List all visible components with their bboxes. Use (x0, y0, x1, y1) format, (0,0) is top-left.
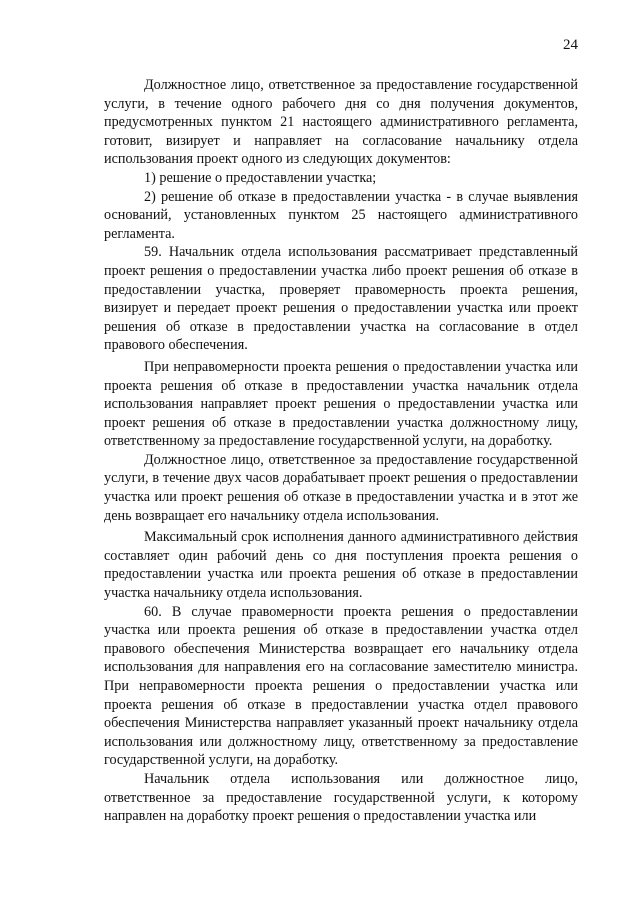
paragraph-max-term: Максимальный срок исполнения данного административного действия составляет один рабочий день со дня поступления проекта решения о предоставлении участка или проекта решения об отказе в предоставлении участка начальнику отдела использования. (104, 529, 578, 602)
page-number: 24 (563, 37, 578, 53)
list-item-decision-grant: 1) решение о предоставлении участка; (144, 169, 377, 186)
paragraph-clause-60: 60. В случае правомерности проекта решения о предоставлении участка или проекта решения об отказе в предоставлении участка отдел правового обеспечения Министерства возвращает его начальнику отдела использования для направления его на согласование заместителю министра. При неправомерности проекта решения о предоставлении участка или проекта решения об отказе в предоставлении участка отдел правового обеспечения Министерства направляет указанный проект начальнику отдела использования или должностному лицу, ответственному за предоставление государственной услуги, на доработку. (104, 603, 578, 769)
paragraph-head-or-official-rework: Начальник отдела использования или должностное лицо, ответственное за предоставление государственной услуги, к которому направлен на доработку проект решения о предоставлении участка или (104, 770, 578, 825)
paragraph-unlawful-draft-return: При неправомерности проекта решения о предоставлении участка или проекта решения об отказе в предоставлении участка начальник отдела использования направляет проект решения о предоставлении участка или проект решения об отказе в предоставлении участка должностному лицу, ответственному за предоставление государственной услуги, на доработку. (104, 358, 578, 450)
paragraph-official-prepares-draft: Должностное лицо, ответственное за предоставление государственной услуги, в течение одного рабочего дня со дня получения документов, предусмотренных пунктом 21 настоящего административного регламента, готовит, визирует и направляет на согласование начальнику отдела использования проект одного из следующих документов: (104, 77, 578, 168)
paragraph-clause-59: 59. Начальник отдела использования рассматривает представленный проект решения о предоставлении участка либо проект решения об отказе в предоставлении участка, проверяет правомерность проекта решения, визирует и передает проект решения о предоставлении участка или проект решения об отказе в предоставлении участка на согласование в отдел правового обеспечения. (104, 244, 578, 354)
list-item-decision-refusal: 2) решение об отказе в предоставлении участка - в случае выявления оснований, установленных пунктом 25 настоящего административного регламента. (104, 188, 578, 242)
document-body (104, 76, 578, 826)
paragraph-rework-two-hours: Должностное лицо, ответственное за предоставление государственной услуги, в течение двух часов дорабатывает проект решения о предоставлении участка или проект решения об отказе в предоставлении участка и в этот же день возвращает его начальнику отдела использования. (104, 451, 578, 524)
